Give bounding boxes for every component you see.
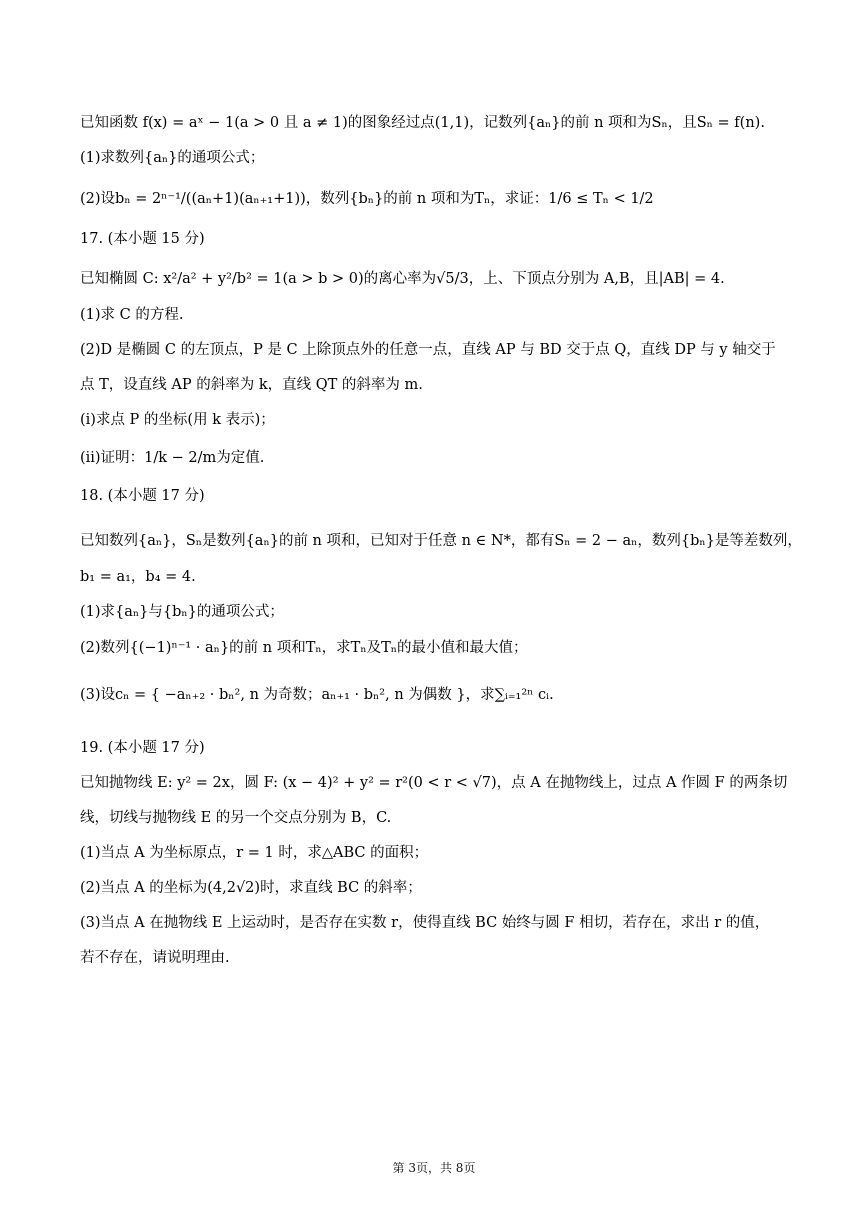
problem18-q3: (3)设cₙ = { −aₙ₊₂ · bₙ², n 为奇数；aₙ₊₁ · bₙ², n 为偶数 }，求∑ᵢ₌₁²ⁿ cᵢ. [80, 687, 554, 703]
problem16-q1: (1)求数列{aₙ}的通项公式； [80, 150, 265, 166]
problem16-q2: (2)设bₙ = 2ⁿ⁻¹/((aₙ+1)(aₙ₊₁+1))，数列{bₙ}的前 n 项和为Tₙ，求证：1/6 ≤ Tₙ < 1/2 [80, 191, 654, 207]
problem17-stem: 已知椭圆 C: x²/a² + y²/b² = 1(a > b > 0)的离心率为√5/3，上、下顶点分别为 A,B，且|AB| = 4. [80, 271, 725, 287]
problem17-q2-line1: (2)D 是椭圆 C 的左顶点，P 是 C 上除顶点外的任意一点，直线 AP 与 BD 交于点 Q，直线 DP 与 y 轴交于 [80, 342, 776, 358]
problem19-q1: (1)当点 A 为坐标原点，r = 1 时，求△ABC 的面积； [80, 845, 429, 861]
problem19-q2: (2)当点 A 的坐标为(4,2√2)时，求直线 BC 的斜率； [80, 880, 422, 896]
problem17-q2-line2: 点 T，设直线 AP 的斜率为 k，直线 QT 的斜率为 m. [80, 377, 423, 393]
page-number: 第 3页，共 8页 [392, 1161, 476, 1175]
problem17-q1: (1)求 C 的方程. [80, 307, 184, 323]
problem18-stem-line2: b₁ = a₁，b₄ = 4. [80, 569, 196, 585]
problem19-q3-line1: (3)当点 A 在抛物线 E 上运动时，是否存在实数 r，使得直线 BC 始终与圆 F 相切，若存在，求出 r 的值， [80, 915, 770, 931]
problem19-q3-line2: 若不存在，请说明理由. [80, 950, 230, 966]
problem19-stem-line1: 已知抛物线 E: y² = 2x，圆 F: (x − 4)² + y² = r²(0 < r < √7)，点 A 在抛物线上，过点 A 作圆 F 的两条切 [80, 775, 788, 791]
problem18-q1: (1)求{aₙ}与{bₙ}的通项公式； [80, 604, 284, 620]
problem17-q2-i: (i)求点 P 的坐标(用 k 表示)； [80, 412, 275, 428]
problem19-stem-line2: 线，切线与抛物线 E 的另一个交点分别为 B，C. [80, 810, 392, 826]
problem17-header: 17. (本小题 15 分) [80, 231, 205, 247]
problem17-q2-ii: (ii)证明：1/k − 2/m为定值. [80, 450, 265, 466]
problem18-stem-line1: 已知数列{aₙ}，Sₙ是数列{aₙ}的前 n 项和，已知对于任意 n ∈ N*，都有Sₙ = 2 − aₙ，数列{bₙ}是等差数列， [80, 533, 802, 549]
problem18-header: 18. (本小题 17 分) [80, 488, 205, 504]
problem16-stem: 已知函数 f(x) = aˣ − 1(a > 0 且 a ≠ 1)的图象经过点(1,1)，记数列{aₙ}的前 n 项和为Sₙ，且Sₙ = f(n). [80, 115, 765, 131]
problem19-header: 19. (本小题 17 分) [80, 740, 205, 756]
problem18-q2: (2)数列{(−1)ⁿ⁻¹ · aₙ}的前 n 项和Tₙ，求Tₙ及Tₙ的最小值和最大值； [80, 640, 528, 656]
